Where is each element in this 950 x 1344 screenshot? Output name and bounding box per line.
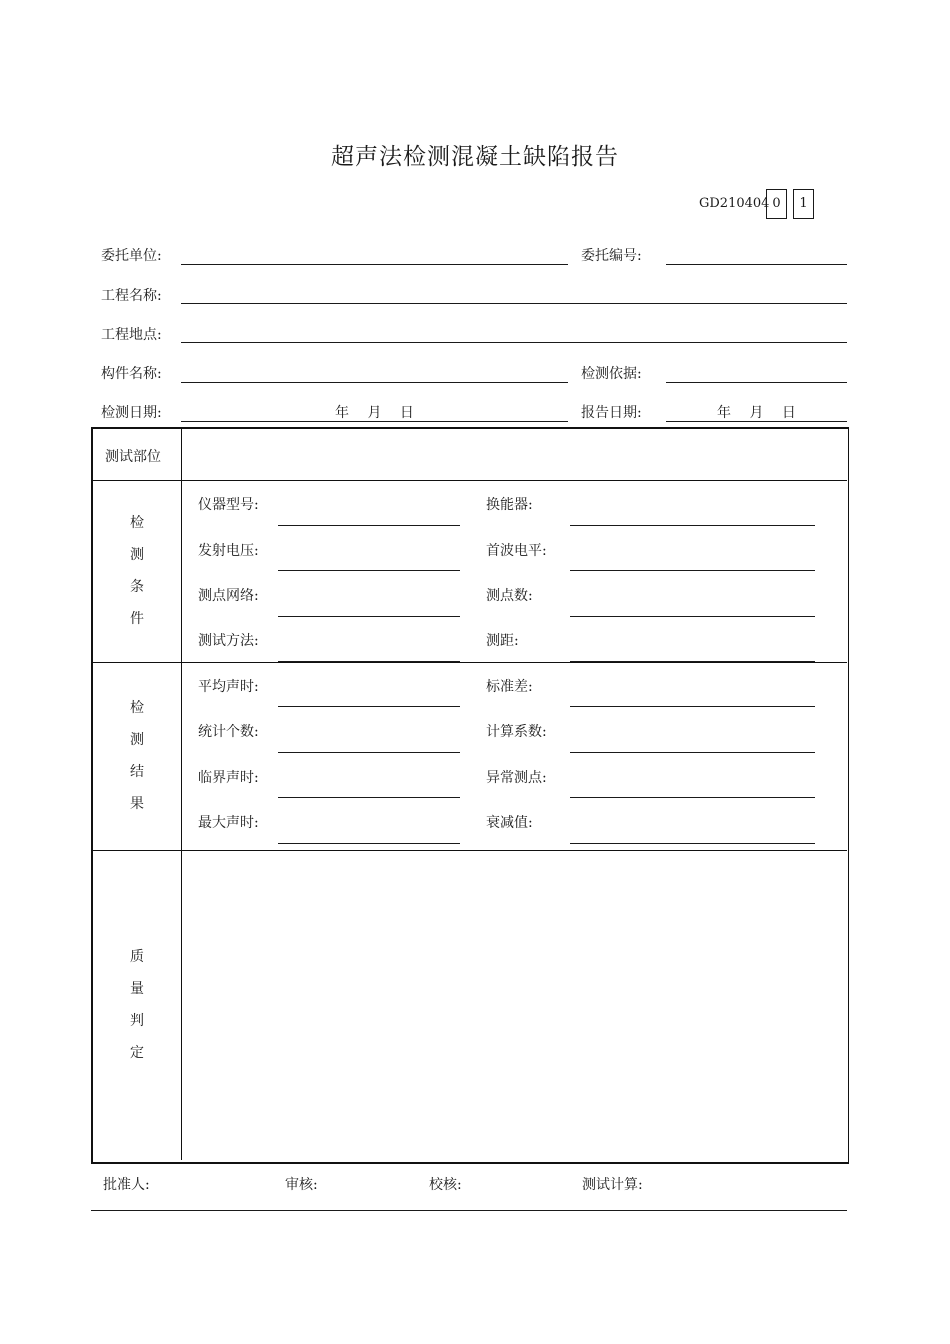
std-dev-field[interactable] [570, 706, 815, 707]
instrument-model-label: 仪器型号: [198, 497, 259, 513]
test-part-field[interactable] [183, 431, 845, 478]
table-column-divider [181, 429, 182, 1160]
point-count-field[interactable] [570, 616, 815, 617]
critical-time-label: 临界声时: [198, 770, 259, 786]
avg-time-field[interactable] [278, 706, 460, 707]
row-divider-3 [93, 850, 847, 851]
attenuation-label: 衰减值: [486, 815, 533, 831]
instrument-model-field[interactable] [278, 525, 460, 526]
project-site-field[interactable] [181, 342, 847, 343]
test-basis-field[interactable] [666, 382, 847, 383]
row-divider-2 [93, 662, 847, 663]
abnormal-points-label: 异常测点: [486, 770, 547, 786]
max-time-field[interactable] [278, 843, 460, 844]
first-wave-level-field[interactable] [570, 570, 815, 571]
member-name-label: 构件名称: [101, 366, 162, 382]
stat-count-label: 统计个数: [198, 724, 259, 740]
entrust-unit-label: 委托单位: [101, 248, 162, 264]
form-code-box-1: 0 [766, 189, 787, 219]
form-code: GD210404 [699, 196, 770, 211]
heading-char: 结 [130, 764, 144, 780]
test-method-label: 测试方法: [198, 633, 259, 649]
report-date-label: 报告日期: [581, 405, 642, 421]
results-heading [93, 692, 181, 820]
test-distance-field[interactable] [570, 661, 815, 662]
emission-voltage-field[interactable] [278, 570, 460, 571]
page-title: 超声法检测混凝土缺陷报告 [331, 144, 619, 170]
footer-rule [91, 1210, 847, 1211]
critical-time-field[interactable] [278, 797, 460, 798]
form-code-box-2: 1 [793, 189, 814, 219]
calc-coefficient-label: 计算系数: [486, 724, 547, 740]
stat-count-field[interactable] [278, 752, 460, 753]
std-dev-label: 标准差: [486, 679, 533, 695]
heading-char: 检 [130, 700, 144, 716]
conditions-heading [93, 507, 181, 635]
project-name-field[interactable] [181, 303, 847, 304]
avg-time-label: 平均声时: [198, 679, 259, 695]
test-basis-label: 检测依据: [581, 366, 642, 382]
quality-heading [93, 941, 181, 1069]
entrust-no-field[interactable] [666, 264, 847, 265]
test-method-field[interactable] [278, 661, 460, 662]
test-date-label: 检测日期: [101, 405, 162, 421]
emission-voltage-label: 发射电压: [198, 543, 259, 559]
checker-label: 校核: [429, 1177, 462, 1193]
heading-char: 判 [130, 1013, 144, 1029]
test-distance-label: 测距: [486, 633, 519, 649]
attenuation-field[interactable] [570, 843, 815, 844]
heading-char: 条 [130, 579, 144, 595]
entrust-no-label: 委托编号: [581, 248, 642, 264]
heading-char: 质 [130, 949, 144, 965]
report-date-ymd: 年 月 日 [717, 405, 796, 421]
transducer-label: 换能器: [486, 497, 533, 513]
member-name-field[interactable] [181, 382, 568, 383]
quality-judgement-field[interactable] [183, 852, 845, 1158]
heading-char: 测 [130, 732, 144, 748]
heading-char: 测 [130, 547, 144, 563]
entrust-unit-field[interactable] [181, 264, 568, 265]
heading-char: 量 [130, 981, 144, 997]
point-grid-field[interactable] [278, 616, 460, 617]
project-name-label: 工程名称: [101, 288, 162, 304]
project-site-label: 工程地点: [101, 327, 162, 343]
approver-label: 批准人: [103, 1177, 150, 1193]
point-grid-label: 测点网络: [198, 588, 259, 604]
calc-coefficient-field[interactable] [570, 752, 815, 753]
abnormal-points-field[interactable] [570, 797, 815, 798]
calculator-label: 测试计算: [582, 1177, 643, 1193]
test-part-label: 测试部位 [105, 449, 161, 465]
row-divider-1 [93, 480, 847, 481]
point-count-label: 测点数: [486, 588, 533, 604]
reviewer-label: 审核: [285, 1177, 318, 1193]
first-wave-level-label: 首波电平: [486, 543, 547, 559]
heading-char: 定 [130, 1045, 144, 1061]
heading-char: 果 [130, 796, 144, 812]
heading-char: 检 [130, 515, 144, 531]
max-time-label: 最大声时: [198, 815, 259, 831]
heading-char: 件 [130, 611, 144, 627]
test-date-ymd: 年 月 日 [335, 405, 414, 421]
transducer-field[interactable] [570, 525, 815, 526]
